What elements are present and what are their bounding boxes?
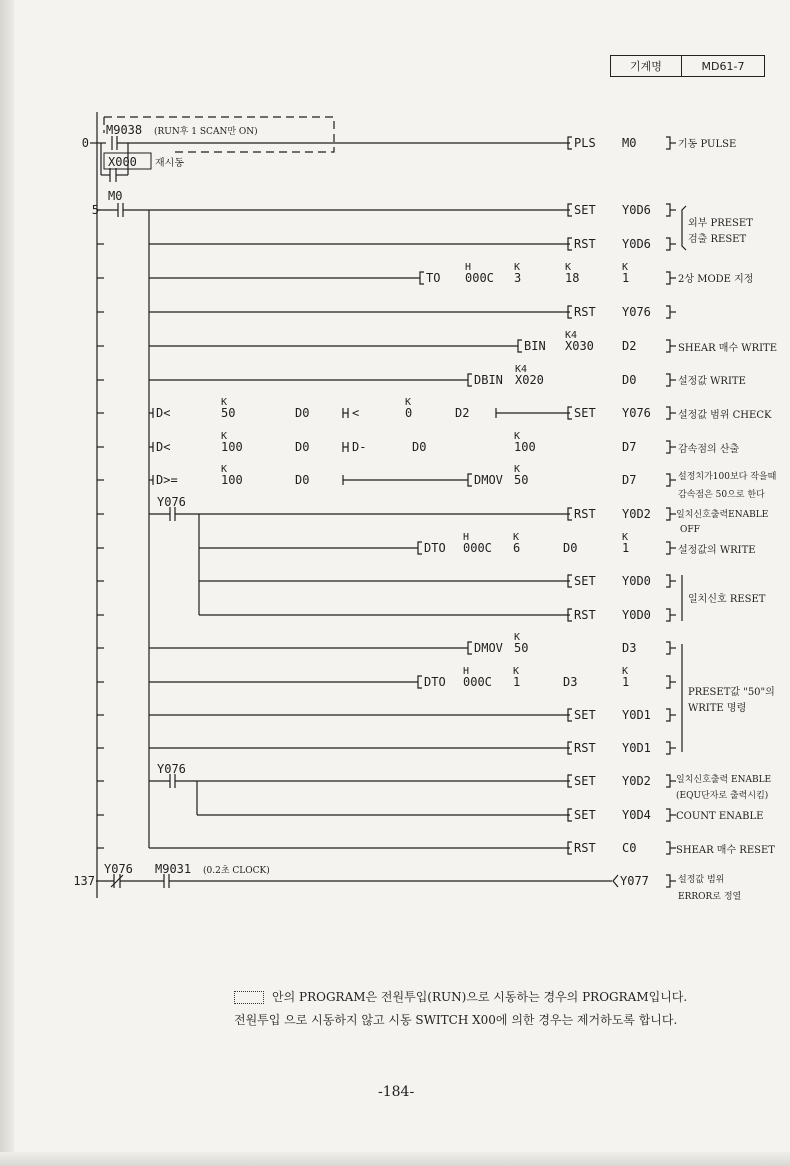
comment: (EQU단자로 출력시킴) (676, 791, 769, 801)
operand: Y0D0 (622, 574, 651, 588)
operand: D2 (455, 406, 470, 420)
operand: 1 (622, 271, 630, 285)
step-number: 137 (73, 874, 95, 888)
footnote-line-1 (234, 988, 687, 1005)
operand: 100 (221, 473, 243, 487)
operand-prefix: H (463, 666, 470, 677)
operand: Y0D4 (622, 808, 651, 822)
operand: 18 (565, 271, 580, 285)
instr: SET (574, 708, 596, 722)
operand-prefix: H (463, 532, 470, 543)
operand: Y0D0 (622, 608, 651, 622)
operand: 1 (513, 675, 521, 689)
compare-op: D>= (156, 473, 178, 487)
comment: 설정값 범위 (678, 875, 725, 885)
contact-label: M9038 (106, 123, 143, 137)
instr: RST (574, 741, 596, 755)
footnote-line-2: 전원투입 으로 시동하지 않고 시동 SWITCH X00에 의한 경우는 제거하도록 합니다. (234, 1013, 678, 1027)
comment: 기동 PULSE (678, 139, 737, 150)
instr: RST (574, 305, 596, 319)
operand: 50 (514, 473, 529, 487)
operand: Y0D2 (622, 774, 651, 788)
instr: BIN (524, 339, 546, 353)
operand: Y076 (622, 305, 651, 319)
operand-prefix: K (514, 431, 521, 442)
operand: D0 (295, 473, 310, 487)
operand: 1 (622, 541, 630, 555)
operand: 1 (622, 675, 630, 689)
operand: D3 (622, 641, 637, 655)
operand-prefix: K (221, 397, 228, 408)
operand: D0 (622, 373, 637, 387)
compare-op: < (352, 406, 360, 420)
operand-prefix: K (622, 666, 629, 677)
operand: Y0D2 (622, 507, 651, 521)
operand-prefix: K (565, 262, 572, 273)
comment: 검출 RESET (688, 234, 747, 245)
operand: X020 (515, 373, 544, 387)
operand-prefix: K (514, 262, 521, 273)
comment: PRESET값 "50"의 (688, 687, 775, 698)
operand: 100 (221, 440, 243, 454)
step-number: 5 (91, 203, 99, 217)
operand-prefix: K4 (565, 330, 578, 341)
operand: Y0D1 (622, 741, 651, 755)
comment: 일치신호 RESET (688, 594, 766, 605)
operand: D0 (295, 440, 310, 454)
comment: 감속점은 50으로 한다 (678, 490, 765, 500)
instr: RST (574, 237, 596, 251)
comment: ERROR로 정열 (678, 892, 742, 902)
instr: SET (574, 203, 596, 217)
instr: DBIN (474, 373, 503, 387)
operand: 100 (514, 440, 536, 454)
comment: 설정값의 WRITE (678, 545, 756, 556)
instr: RST (574, 507, 596, 521)
operand: Y0D6 (622, 237, 651, 251)
instr: SET (574, 808, 596, 822)
compare-op: D< (156, 440, 171, 454)
comment: 설정값 범위 CHECK (678, 410, 772, 421)
operand-prefix: K4 (515, 364, 528, 375)
instr: PLS (574, 136, 596, 150)
operand: D0 (412, 440, 427, 454)
operand: 000C (463, 675, 492, 689)
machine-name-value: MD61-7 (701, 59, 745, 73)
instr: SET (574, 406, 596, 420)
operand: 000C (465, 271, 494, 285)
operand-prefix: K (513, 666, 520, 677)
operand-prefix: K (221, 464, 228, 475)
operand: Y0D1 (622, 708, 651, 722)
instr: RST (574, 608, 596, 622)
contact-label: M0 (108, 189, 123, 203)
instr: TO (426, 271, 441, 285)
operand: 50 (514, 641, 529, 655)
machine-name-label: 기계명 (611, 56, 682, 76)
instr: SET (574, 574, 596, 588)
contact-note: 재시동 (155, 158, 184, 169)
instr: DMOV (474, 473, 503, 487)
operand-prefix: K (622, 262, 629, 273)
contact-label: Y076 (104, 862, 133, 876)
comment: 설정값 WRITE (678, 376, 746, 387)
function: D- (352, 440, 367, 454)
instr: RST (574, 841, 596, 855)
operand-prefix: K (514, 632, 521, 643)
operand-prefix: K (221, 431, 228, 442)
comment: 일치신호출력ENABLE (676, 510, 769, 520)
operand: 50 (221, 406, 236, 420)
operand: M0 (622, 136, 637, 150)
rail-stubs (97, 244, 104, 848)
comment: 감속점의 산출 (678, 444, 740, 455)
operand: D7 (622, 440, 637, 454)
comment: 설정치가100보다 작을때 (678, 472, 777, 482)
operand: 3 (514, 271, 522, 285)
contact-label: X000 (108, 155, 137, 169)
operand-prefix: K (514, 464, 521, 475)
comment: OFF (680, 525, 700, 535)
comment: WRITE 명령 (688, 703, 747, 714)
operand: D7 (622, 473, 637, 487)
operand: Y0D6 (622, 203, 651, 217)
contact-label: Y076 (157, 762, 186, 776)
page-number: -184- (378, 1084, 415, 1100)
contact-label: M9031 (155, 862, 192, 876)
operand: Y077 (620, 874, 649, 888)
contact-label: Y076 (157, 495, 186, 509)
comment: 외부 PRESET (688, 218, 753, 229)
operand-prefix: K (405, 397, 412, 408)
step-number: 0 (81, 136, 89, 150)
comment: COUNT ENABLE (676, 811, 764, 822)
operand: 6 (513, 541, 521, 555)
operand: 000C (463, 541, 492, 555)
compare-op: D< (156, 406, 171, 420)
operand: Y076 (622, 406, 651, 420)
operand-prefix: K (513, 532, 520, 543)
comment: 일치신호출력 ENABLE (676, 775, 772, 785)
operand: C0 (622, 841, 637, 855)
comment: 2상 MODE 지정 (678, 274, 754, 285)
comment: SHEAR 매수 WRITE (678, 343, 778, 354)
dashed-box-label: (RUN후 1 SCAN만 ON) (154, 127, 258, 137)
footnote-text: 안의 PROGRAM은 전원투입(RUN)으로 시동하는 경우의 PROGRAM입니다. (272, 990, 688, 1004)
right-brackets (666, 137, 670, 887)
instr: DTO (424, 675, 446, 689)
operand: 0 (405, 406, 413, 420)
instr: DTO (424, 541, 446, 555)
operand: D2 (622, 339, 637, 353)
operand: D3 (563, 675, 578, 689)
instr: DMOV (474, 641, 503, 655)
operand-prefix: H (465, 262, 472, 273)
contact-note: (0.2초 CLOCK) (203, 866, 270, 876)
operand: D0 (295, 406, 310, 420)
operand: X030 (565, 339, 594, 353)
dashed-box-legend-icon (234, 991, 264, 1004)
comment: SHEAR 매수 RESET (676, 845, 775, 856)
operand: D0 (563, 541, 578, 555)
instr: SET (574, 774, 596, 788)
operand-prefix: K (622, 532, 629, 543)
